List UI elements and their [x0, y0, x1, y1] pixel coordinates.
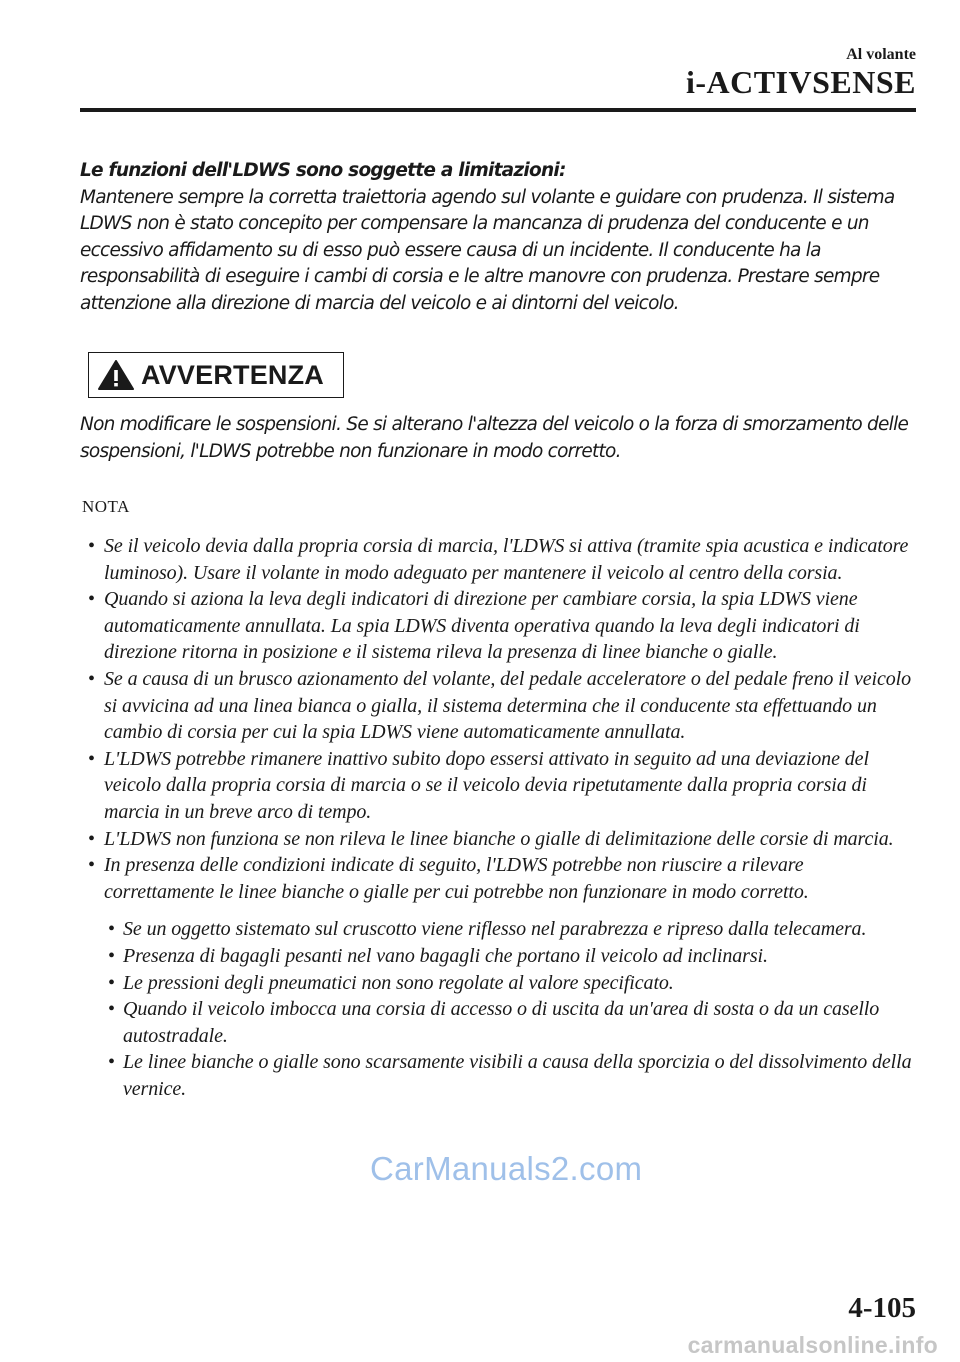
bullet-icon: • [108, 1051, 115, 1074]
warning-text: Non modificare le sospensioni. Se si alterano l'altezza del veicolo o la forza di smorzamento delle sospensioni, l'LDWS potrebbe non funzionare in modo corretto. [80, 414, 909, 462]
intro-body: Mantenere sempre la corretta traiettoria agendo sul volante e guidare con prudenza. Il sistema LDWS non è stato concepito per compensare la mancanza di prudenza del conducente e un eccessivo affidamento su di esso può essere causa di un incidente. Il conducente ha la responsabilità di eseguire i cambi di corsia e le altre manovre con prudenza. Prestare sempre attenzione alla direzione di marcia del veicolo e ai dintorni del veicolo. [80, 186, 895, 314]
list-item [0, 852, 960, 905]
warning-box [88, 352, 344, 398]
list-item-text: Quando si aziona la leva degli indicatori di direzione per cambiare corsia, la spia LDWS viene automaticamente annullata. La spia LDWS diventa operativa quando la leva degli indicatori di direzione ritorna in posizione e il sistema rileva la presenza di linee bianche o gialle. [104, 588, 860, 664]
sub-list-item [0, 970, 960, 997]
bullet-icon: • [88, 535, 95, 557]
list-item-text: L'LDWS non funziona se non rileva le linee bianche o gialle di delimitazione delle corsie di marcia. [104, 827, 894, 850]
list-item [0, 826, 960, 853]
intro-block [80, 158, 920, 317]
nota-title: NOTA [82, 497, 130, 516]
sub-list-item [0, 916, 960, 943]
bullet-icon: • [88, 854, 95, 877]
bullet-icon: • [108, 998, 115, 1021]
watermark-text: CarManuals2.com [370, 1150, 643, 1187]
sub-list-item [0, 996, 960, 1049]
list-item-text: L'LDWS potrebbe rimanere inattivo subito dopo essersi attivato in seguito ad una deviazione del veicolo dalla propria corsia di marcia o se il veicolo devia ripetutamente dalla propria corsia di marcia in un breve arco di tempo. [104, 747, 869, 823]
warning-label: AVVERTENZA [141, 359, 325, 390]
page-number: 4-105 [848, 1292, 916, 1324]
list-item [0, 746, 960, 826]
list-item-text: Se il veicolo devia dalla propria corsia di marcia, l'LDWS si attiva (tramite spia acustica e indicatore luminoso). Usare il volante in modo adeguato per mantenere il veicolo al centro della corsia. [104, 535, 909, 584]
list-item [0, 533, 960, 586]
sub-list-item [0, 1049, 960, 1102]
sub-list-item [0, 943, 960, 970]
list-item [0, 586, 960, 666]
bullet-icon: • [108, 944, 115, 967]
bullet-icon: • [88, 588, 95, 611]
warning-triangle-icon [97, 359, 135, 391]
intro-lead: Le funzioni dell'LDWS sono soggette a limitazioni: [80, 160, 566, 181]
footer-watermark: carmanualsonline.info [687, 1332, 938, 1358]
bullet-icon: • [108, 971, 115, 994]
header-rule [80, 108, 916, 112]
sub-list-item-text: Presenza di bagagli pesanti nel vano bagagli che portano il veicolo ad inclinarsi. [123, 944, 768, 967]
sub-list-item-text: Le linee bianche o gialle sono scarsamente visibili a causa della sporcizia o del dissolvimento della vernice. [123, 1051, 912, 1100]
nota-list [0, 533, 960, 1102]
bullet-icon: • [108, 918, 115, 941]
list-item [0, 666, 960, 746]
sub-list-item-text: Le pressioni degli pneumatici non sono regolate al valore specificato. [123, 971, 674, 994]
list-item-text: In presenza delle condizioni indicate di seguito, l'LDWS potrebbe non riuscire a rilevare correttamente le linee bianche o gialle per cui potrebbe non funzionare in modo corretto. [104, 854, 809, 903]
bullet-icon: • [88, 667, 95, 690]
sub-list-item-text: Se un oggetto sistemato sul cruscotto viene riflesso nel parabrezza e ripreso dalla telecamera. [123, 918, 867, 941]
bullet-icon: • [88, 827, 95, 850]
header-chapter-title: i-ACTIVSENSE [685, 64, 916, 100]
header-section-title: Al volante [846, 46, 916, 63]
bullet-icon: • [88, 747, 95, 770]
sub-list-item-text: Quando il veicolo imbocca una corsia di accesso o di uscita da un'area di sosta o da un casello autostradale. [123, 998, 880, 1047]
list-item-text: Se a causa di un brusco azionamento del volante, del pedale acceleratore o del pedale freno il veicolo si avvicina ad una linea bianca o gialla, il sistema determina che il conducente sta effettuando un cambio di corsia per cui la spia LDWS viene automaticamente annullata. [104, 667, 911, 744]
